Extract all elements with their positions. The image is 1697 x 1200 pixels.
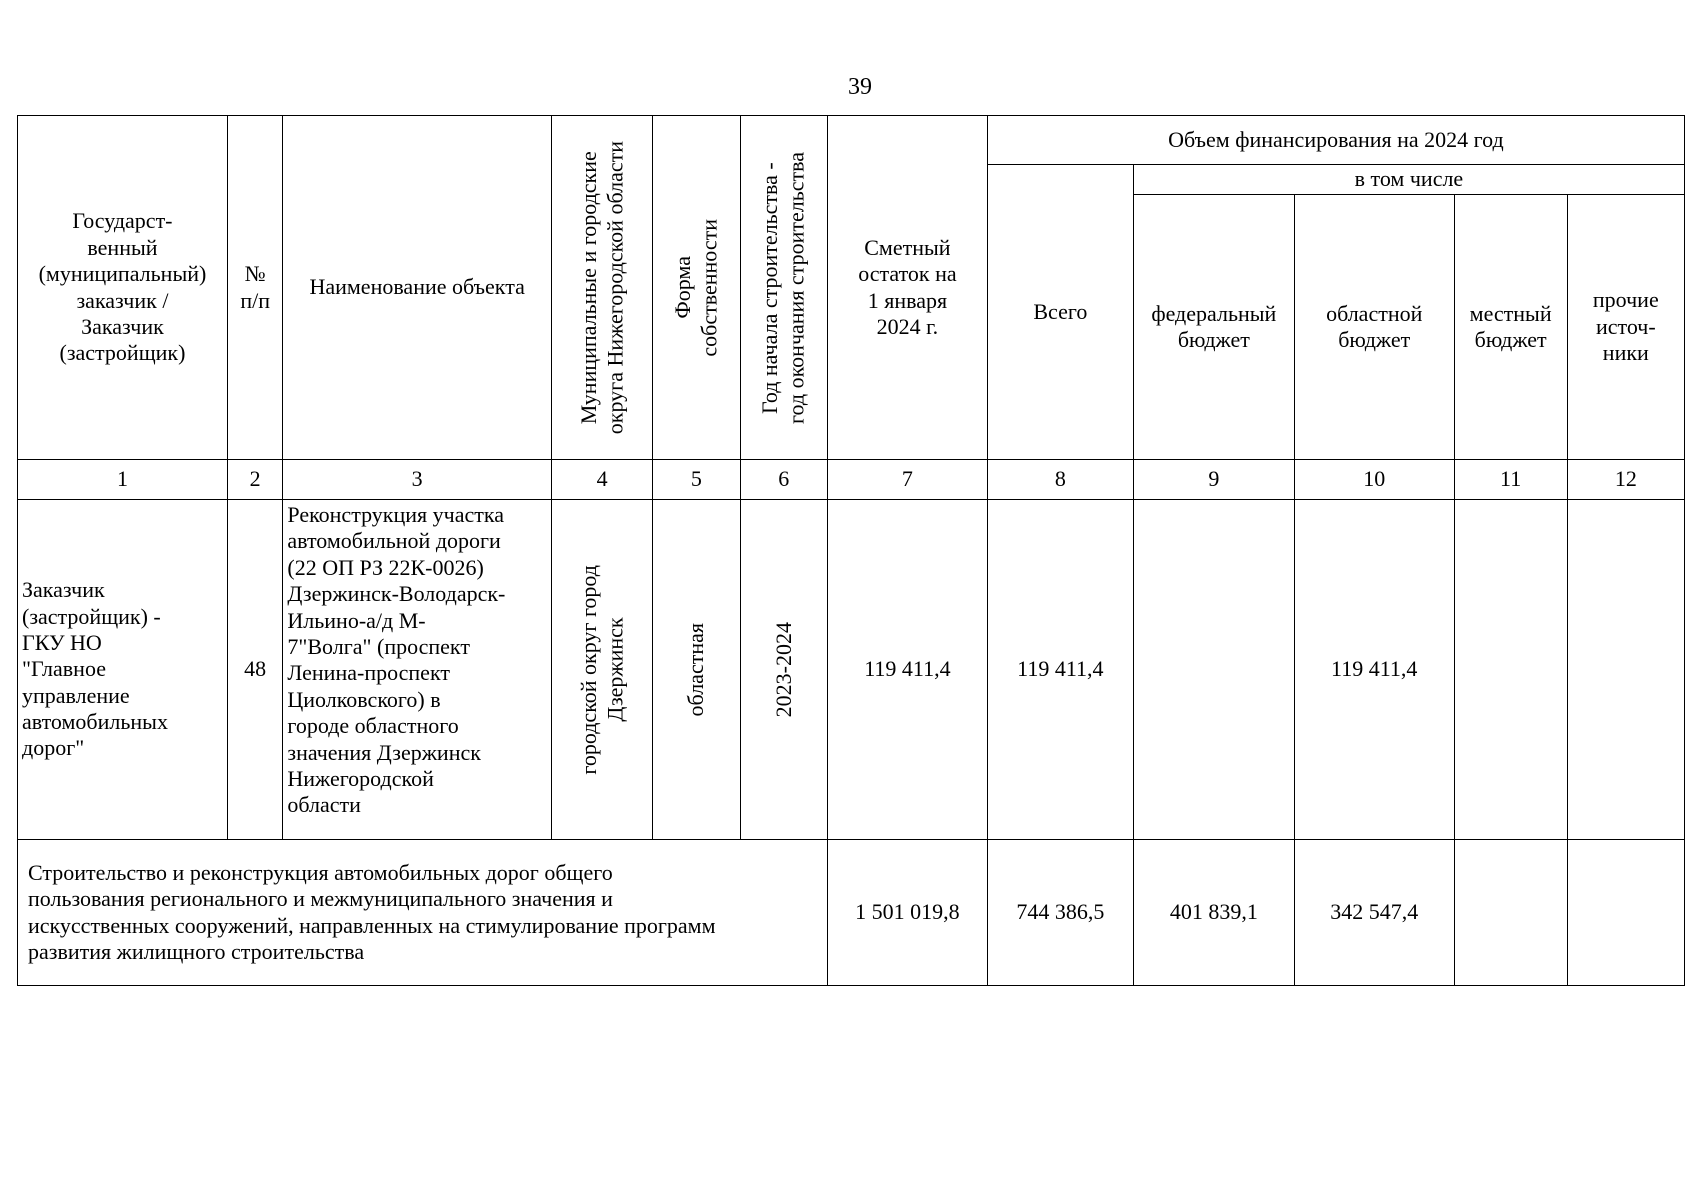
page-number: 39 [848,74,872,100]
row-regional: 119 411,4 [1294,500,1454,840]
column-number: 9 [1133,460,1294,500]
header-number: № п/п [227,116,282,460]
row-ownership [653,500,740,840]
summary-row [18,840,1685,986]
header-other: прочие источ- ники [1567,195,1684,460]
column-number: 5 [653,460,740,500]
column-number: 4 [551,460,652,500]
column-number: 12 [1567,460,1684,500]
column-number: 3 [283,460,552,500]
column-number: 7 [827,460,987,500]
header-federal: федеральный бюджет [1133,195,1294,460]
table-row [18,500,1685,840]
summary-total: 744 386,5 [987,840,1133,986]
row-number: 48 [227,500,282,840]
row-ownership-text: областная [683,622,709,717]
summary-other [1567,840,1684,986]
header-regional: областной бюджет [1294,195,1454,460]
header-total: Всего [987,165,1133,460]
header-object-name: Наименование объекта [283,116,552,460]
summary-regional: 342 547,4 [1294,840,1454,986]
column-number: 10 [1294,460,1454,500]
row-years-text: 2023-2024 [770,621,796,718]
row-municipality-text: городской округ город Дзержинск [575,564,628,775]
row-total: 119 411,4 [987,500,1133,840]
column-number: 6 [740,460,827,500]
column-number: 2 [227,460,282,500]
column-numbers-row [18,460,1685,500]
header-ownership-text: Форма собственности [670,218,722,357]
header-years [740,116,827,460]
header-estimated-balance: Сметный остаток на 1 января 2024 г. [827,116,987,460]
header-years-text: Год начала строительства - год окончания строительства [757,151,809,424]
summary-label: Строительство и реконструкция автомобильных дорог общего пользования регионального и межмуниципального значения и искусственных сооружений, направленных на стимулирование программ развития жилищного строительства [18,840,828,986]
header-municipality [551,116,652,460]
header-local: местный бюджет [1454,195,1567,460]
header-municipality-text: Муниципальные и городские округа Нижегородской области [575,140,628,435]
header-customer: Государст- венный (муниципальный) заказчик / Заказчик (застройщик) [18,116,228,460]
row-other [1567,500,1684,840]
row-balance: 119 411,4 [827,500,987,840]
row-years [740,500,827,840]
column-number: 8 [987,460,1133,500]
summary-balance: 1 501 019,8 [827,840,987,986]
row-customer: Заказчик (застройщик) - ГКУ НО "Главное управление автомобильных дорог" [18,500,228,840]
row-federal [1133,500,1294,840]
header-ownership [653,116,740,460]
row-local [1454,500,1567,840]
summary-federal: 401 839,1 [1133,840,1294,986]
column-number: 1 [18,460,228,500]
summary-local [1454,840,1567,986]
header-financing-group: Объем финансирования на 2024 год [987,116,1684,165]
financing-table [17,115,1685,986]
row-municipality [551,500,652,840]
row-object-name: Реконструкция участка автомобильной дороги (22 ОП РЗ 22К-0026) Дзержинск-Володарск- Ильино-а/д М- 7"Волга" (проспект Ленина-проспект Циолковского) в городе областного значения Дзержинск Нижегородской области [283,500,552,840]
column-number: 11 [1454,460,1567,500]
header-row-1 [18,116,1685,165]
header-including: в том числе [1133,165,1684,195]
